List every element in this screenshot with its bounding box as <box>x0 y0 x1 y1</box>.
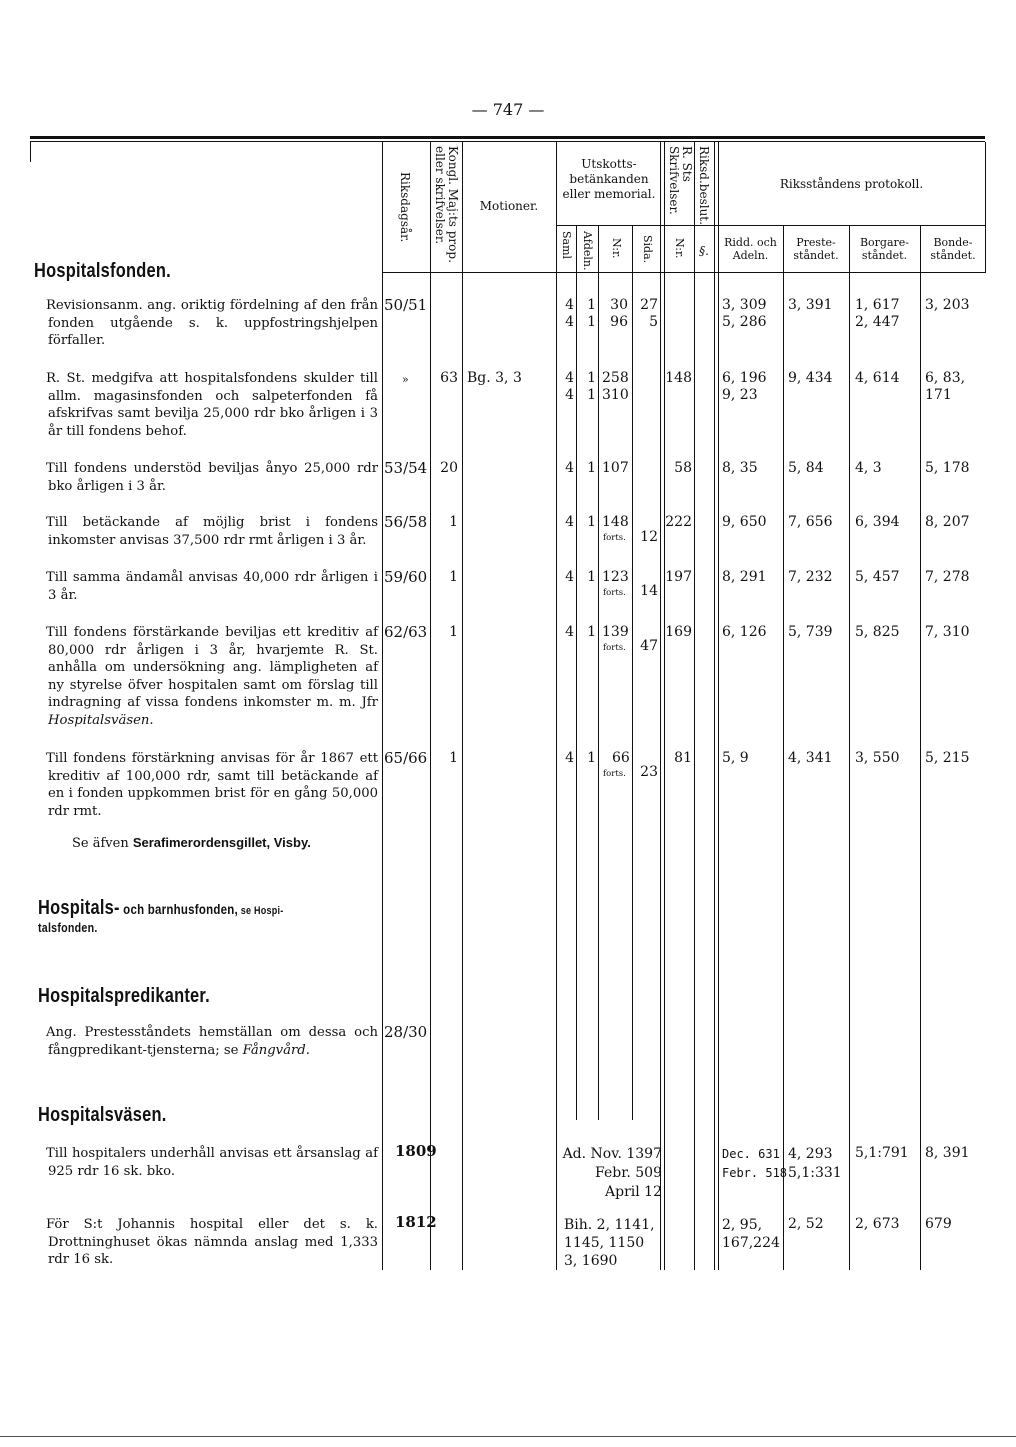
col-rule-afdeln <box>598 226 599 1120</box>
header-protokoll: Riksståndens protokoll. <box>779 177 924 191</box>
row-preste: 5, 84 <box>788 460 824 476</box>
row-forts: forts. <box>603 588 626 598</box>
row-bonde: 8, 207 <box>925 514 970 530</box>
row-saml: 4 4 <box>565 370 574 403</box>
subheader-bonde: Bonde-ståndet. <box>930 236 976 262</box>
row-borgare: 2, 673 <box>855 1216 900 1232</box>
section-hospitals-main: Hospitals- <box>38 897 120 919</box>
row-nr: 107 <box>602 460 629 476</box>
col-rule-nr <box>632 226 633 1120</box>
col-rule-riksd-2 <box>718 142 719 1270</box>
see-also <box>72 835 311 851</box>
subheader-afdeln: Afdeln. <box>581 231 594 271</box>
row-bonde: 8, 391 <box>925 1145 970 1161</box>
header-utskotts: Utskotts-betänkanden eller memorial. <box>562 157 656 201</box>
row-afdeln: 1 <box>587 750 596 766</box>
row-prop: 63 <box>440 370 458 386</box>
subheader-rule-3 <box>714 225 986 226</box>
row-nr: 148 <box>602 514 629 530</box>
row-desc-text: Ang. Prestesståndets hemställan om dessa och fångpredikant-tjensterna; se <box>46 1025 378 1058</box>
row-ridd: 2, 95, 167,224 <box>722 1217 780 1251</box>
row-bonde: 6, 83, 171 <box>925 370 966 403</box>
row-afdeln: 1 <box>587 460 596 476</box>
row-borgare: 5, 825 <box>855 624 900 640</box>
row-borgare: 4, 614 <box>855 370 900 386</box>
subheader-ridd: Ridd. och Adeln. <box>724 236 777 262</box>
row-ridd: 8, 35 <box>722 460 758 476</box>
row-saml: 4 4 <box>565 297 574 330</box>
row-desc <box>48 624 378 729</box>
header-kongl-prop <box>433 146 459 264</box>
row-borgare: 4, 3 <box>855 460 882 476</box>
row-utskott: Ad. Nov. 1397 Febr. 509 April 12 <box>562 1146 662 1200</box>
row-desc <box>48 1024 378 1059</box>
row-nr: 30 96 <box>610 297 628 330</box>
col-rule-right-border <box>985 142 986 272</box>
row-ridd: 9, 650 <box>722 514 767 530</box>
section-hospitalspredikanter: Hospitalspredikanter. <box>38 985 210 1007</box>
row-bonde: 5, 215 <box>925 750 970 766</box>
row-preste: 9, 434 <box>788 370 833 386</box>
row-ridd: 8, 291 <box>722 569 767 585</box>
row-bonde: 7, 310 <box>925 624 970 640</box>
subheader-preste: Preste-ståndet. <box>793 236 839 262</box>
subheader-para: §. <box>699 244 709 258</box>
col-rule-saml <box>576 226 577 1120</box>
row-borgare: 3, 550 <box>855 750 900 766</box>
row-afdeln: 1 1 <box>587 297 596 330</box>
row-ridd: 3, 309 5, 286 <box>722 297 767 330</box>
row-afdeln: 1 <box>587 569 596 585</box>
row-preste: 5, 739 <box>788 624 833 640</box>
row-afdeln: 1 1 <box>587 370 596 403</box>
row-year: 59/60 <box>384 568 428 586</box>
row-bonde: 679 <box>925 1216 952 1232</box>
row-rsts: 58 <box>674 460 692 476</box>
row-nr: 139 <box>602 624 629 640</box>
row-utskott: Bih. 2, 1141, 1145, 1150 3, 1690 <box>564 1217 655 1269</box>
subheader-rule <box>556 225 664 226</box>
row-preste: 3, 391 <box>788 297 833 313</box>
row-desc: R. St. medgifva att hospitalsfondens skulder till allm. magasinsfonden och salpeterfonden få afskrifvas samt bevilja 25,000 rdr bko årligen i 3 år till fondens behof. <box>46 371 378 439</box>
row-sida: 27 5 <box>640 297 658 330</box>
section-hospitals-barnhus-ref2: talsfonden. <box>38 920 98 935</box>
row-prop: 20 <box>440 460 458 476</box>
col-rule-sida <box>660 142 661 1270</box>
col-rule-riksdagsar <box>382 142 383 1270</box>
row-year: 62/63 <box>384 623 428 641</box>
row-bonde: 3, 203 <box>925 297 970 313</box>
row-afdeln: 1 <box>587 514 596 530</box>
section-hospitalsfonden: Hospitalsfonden. <box>34 260 171 282</box>
row-preste: 2, 52 <box>788 1216 824 1232</box>
row-nr: 66 <box>612 750 630 766</box>
col-rule-rsts <box>694 142 695 1270</box>
col-rule-left-border <box>30 142 31 162</box>
row-saml: 4 <box>565 569 574 585</box>
row-year: 50/51 <box>384 296 428 314</box>
row-desc-text: Till fondens förstärkande beviljas ett kreditiv af 80,000 rdr årligen i 3 år, hvarjemte R. St. anhålla om undersökning ang. lämpligheten af ny styrelse öfver hospitalen samt om förslag till indragning af vissa fondens inkomster m. m. Jfr <box>46 625 378 710</box>
subheader-borgare: Borgare-ståndet. <box>859 236 910 262</box>
row-desc: Till hospitalers underhåll anvisas ett årsanslag af 925 rdr 16 sk. bko. <box>46 1146 378 1179</box>
row-desc: Till betäckande af möjlig brist i fondens inkomster anvisas 37,500 rdr rmt årligen i 3 år. <box>46 515 378 548</box>
row-ridd: 5, 9 <box>722 750 749 766</box>
row-preste: 4, 341 <box>788 750 833 766</box>
header-bottom-rule <box>382 272 986 273</box>
top-rule-thin <box>30 141 985 142</box>
row-desc: Till samma ändamål anvisas 40,000 rdr årligen i 3 år. <box>46 570 378 603</box>
col-rule-sida-2 <box>664 142 665 1270</box>
section-barnhus-rest: och barnhusfonden, <box>119 901 238 917</box>
row-prop: 1 <box>449 569 458 585</box>
row-rsts: 81 <box>674 750 692 766</box>
col-rule-riksd <box>714 142 715 1270</box>
row-ridd: 6, 196 9, 23 <box>722 370 767 403</box>
col-rule-ridd <box>783 226 784 1270</box>
row-forts: forts. <box>603 643 626 653</box>
row-bonde: 5, 178 <box>925 460 970 476</box>
row-borgare: 5,1:791 <box>855 1145 909 1161</box>
row-prop: 1 <box>449 514 458 530</box>
subheader-rule-2 <box>664 225 714 226</box>
section-hospitalsvasen: Hospitalsväsen. <box>38 1104 167 1126</box>
header-riksdbeslut: Riksd.beslut. <box>697 146 711 225</box>
row-desc: Till fondens understöd beviljas ånyo 25,000 rdr bko årligen i 3 år. <box>46 461 378 494</box>
header-kongl-line: Kongl. Maj:ts prop. eller skrifvelser. <box>433 146 460 263</box>
section-hospitals-barnhus <box>38 897 284 920</box>
row-year: » <box>402 373 409 386</box>
row-year: 65/66 <box>384 749 428 767</box>
row-desc: Till fondens förstärkning anvisas för år 1867 ett kreditiv af 100,000 rdr, samt till betäckande af en i fonden uppkommen brist för en gång 50,000 rdr rmt. <box>46 751 378 819</box>
row-preste: 7, 232 <box>788 569 833 585</box>
row-year: 53/54 <box>384 459 428 477</box>
header-rsts <box>667 146 693 218</box>
row-sida: 47 <box>640 638 658 654</box>
col-rule-motioner <box>462 142 463 1270</box>
row-saml: 4 <box>565 624 574 640</box>
row-sida: 12 <box>640 529 658 545</box>
section-barnhus-ref: se Hospi- <box>237 905 284 917</box>
row-sida: 14 <box>640 583 658 599</box>
row-ridd: Dec. 631 Febr. 518 <box>722 1147 788 1180</box>
row-preste: 4, 293 5,1:331 <box>788 1146 842 1181</box>
top-rule-thick <box>30 136 985 139</box>
see-also-ref[interactable]: Serafimerordensgillet, Visby. <box>132 835 311 850</box>
row-desc-ref: Fångvård. <box>242 1042 310 1058</box>
col-rule-borgare <box>920 226 921 1270</box>
subheader-sida: Sida. <box>641 235 654 264</box>
row-forts: forts. <box>603 533 626 543</box>
row-prop: 1 <box>449 750 458 766</box>
header-riksdagsar: Riksdagsår. <box>398 172 412 243</box>
row-saml: 4 <box>565 460 574 476</box>
row-desc-ref: Hospitalsväsen. <box>48 712 154 728</box>
row-nr: 123 <box>602 569 629 585</box>
row-sida: 23 <box>640 764 658 780</box>
row-desc: Revisionsanm. ang. oriktig fördelning af den från fonden utgående s. k. uppfostringshjelpen förfaller. <box>46 298 378 348</box>
row-preste: 7, 656 <box>788 514 833 530</box>
page-number: — 747 — <box>471 100 545 119</box>
row-year: 1809 <box>395 1142 437 1160</box>
row-year: 1812 <box>395 1213 437 1231</box>
subheader-nr-rsts: N:r. <box>673 238 686 259</box>
header-rsts-line: R. Sts Skrifvelser. <box>667 146 694 215</box>
row-borgare: 6, 394 <box>855 514 900 530</box>
subheader-nr: N:r. <box>610 238 623 259</box>
row-rsts: 222 <box>665 514 692 530</box>
row-afdeln: 1 <box>587 624 596 640</box>
row-desc: För S:t Johannis hospital eller det s. k. Drottninghuset ökas nämnda anslag med 1,333 rdr 16 sk. <box>46 1217 378 1267</box>
header-motioner: Motioner. <box>479 199 539 213</box>
row-year: 28/30 <box>384 1023 428 1041</box>
row-prop: 1 <box>449 624 458 640</box>
row-saml: 4 <box>565 750 574 766</box>
row-year: 56/58 <box>384 513 428 531</box>
row-rsts: 169 <box>665 624 692 640</box>
row-borgare: 1, 617 2, 447 <box>855 297 900 330</box>
row-nr: 258 310 <box>602 370 629 403</box>
row-borgare: 5, 457 <box>855 569 900 585</box>
col-rule-preste <box>849 226 850 1270</box>
see-also-prefix: Se äfven <box>72 836 133 851</box>
subheader-saml: Saml <box>560 231 573 260</box>
row-rsts: 197 <box>665 569 692 585</box>
row-motion: Bg. 3, 3 <box>467 370 522 386</box>
row-forts: forts. <box>603 769 626 779</box>
col-rule-kongl <box>430 142 431 1270</box>
row-rsts: 148 <box>665 370 692 386</box>
row-saml: 4 <box>565 514 574 530</box>
bottom-rule <box>0 1436 1016 1437</box>
row-bonde: 7, 278 <box>925 569 970 585</box>
row-ridd: 6, 126 <box>722 624 767 640</box>
